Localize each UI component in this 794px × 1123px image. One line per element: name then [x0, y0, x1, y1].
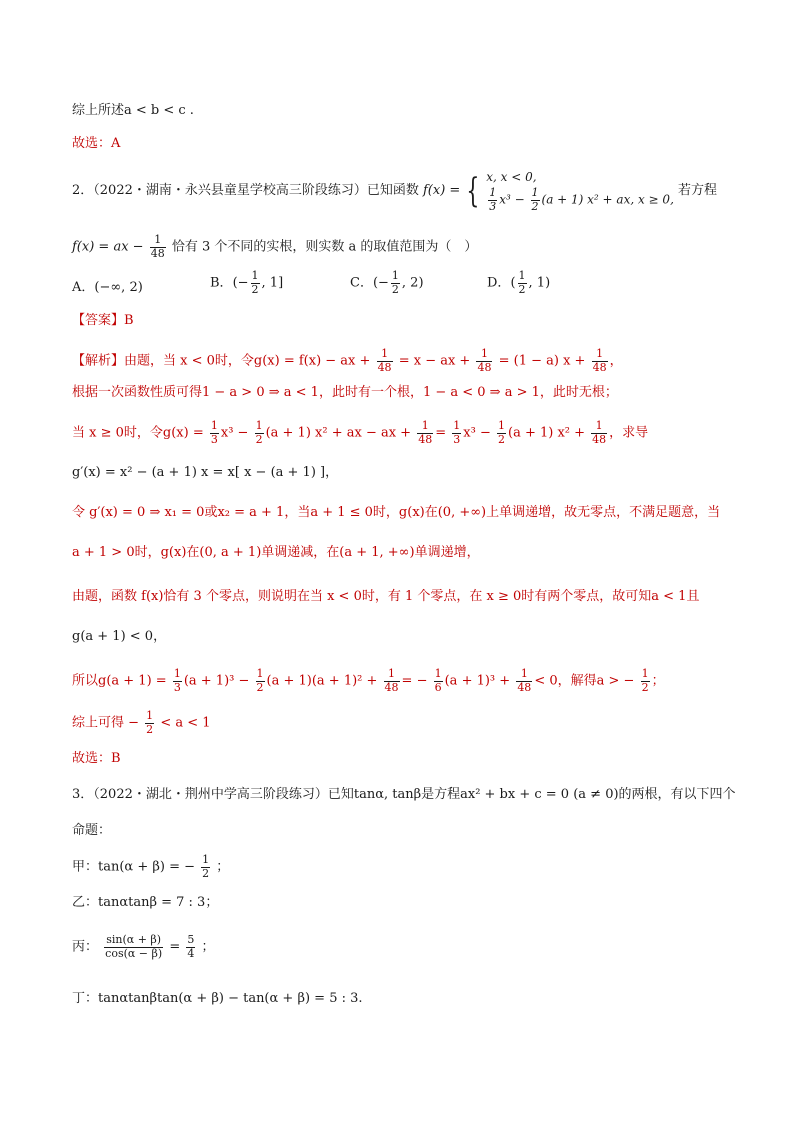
q2-stem-tail: 若方程	[678, 183, 718, 199]
choice-b[interactable]: B．(− $\frac{1}{2}$ , 1]	[210, 269, 284, 296]
q2-answer: 【答案】B	[72, 313, 134, 328]
q3-prop-yi: 乙：tanαtanβ = 7 : 3；	[72, 895, 219, 910]
analysis-line-1: 【解析】由题，当 x < 0时，令g(x) = f(x) − ax + $\frac{1}{48}$ = x − ax + $\frac{1}{48}$ = (1 − a) x + $\frac{1}{48}$ ，	[72, 347, 623, 374]
q3-stem-line1: 3．（2022・湖北・荆州中学高三阶段练习）已知tanα, tanβ是方程ax² + bx + c = 0 (a ≠ 0)的两根，有以下四个	[72, 787, 736, 802]
q2-final-answer: 故选：B	[72, 751, 121, 766]
analysis-line-3: 当 x ≥ 0时，令g(x) = $\frac{1}{3}$ x³ − $\frac{1}{2}$ (a + 1) x² + ax − ax + $\frac{1}{48}$ = $\frac{1}{3}$ x³ − $\frac{1}{2}$ (a + 1) x² + $\frac{1}{48}$ ，求导	[72, 419, 649, 446]
q2-stem-line1	[72, 168, 717, 213]
prev-answer: 故选：A	[72, 136, 121, 151]
prev-conclusion: 综上所述a < b < c .	[72, 103, 194, 118]
q2-func-label: f(x) =	[423, 183, 461, 199]
analysis-line-2: 根据一次函数性质可得1 − a > 0 ⇒ a < 1，此时有一个根，1 − a < 0 ⇒ a > 1，此时无根；	[72, 385, 618, 400]
choice-c[interactable]: C．(− $\frac{1}{2}$ , 2)	[350, 269, 424, 296]
piecewise-brace: {	[466, 170, 480, 211]
analysis-line-4: g′(x) = x² − (a + 1) x = x[ x − (a + 1) ]，	[72, 465, 339, 480]
q3-prop-ding: 丁：tanαtanβtan(α + β) − tan(α + β) = 5 : 3.	[72, 991, 363, 1006]
analysis-line-7: 由题，函数 f(x)恰有 3 个零点，则说明在当 x < 0时，有 1 个零点，在 x ≥ 0时有两个零点，故可知a < 1且	[72, 589, 700, 604]
piece-case-1: x, x < 0,	[486, 170, 537, 184]
q3-stem-line2: 命题：	[72, 823, 112, 838]
q3-prop-bing: 丙： $\frac{\sin(\alpha + \beta)}{\cos(\alpha - \beta)}$ = $\frac{5}{4}$ ；	[72, 933, 215, 960]
piecewise-cases	[486, 168, 674, 213]
analysis-line-8: g(a + 1) < 0，	[72, 629, 167, 644]
q3-prop-jia: 甲：tan(α + β) = − $\frac{1}{2}$ ；	[72, 853, 230, 880]
analysis-line-10: 综上可得 − $\frac{1}{2}$ < a < 1	[72, 709, 211, 736]
choice-d[interactable]: D．( $\frac{1}{2}$ , 1)	[487, 269, 551, 296]
analysis-line-5: 令 g′(x) = 0 ⇒ x₁ = 0或x₂ = a + 1，当a + 1 ≤ 0时，g(x)在(0, +∞)上单调递增，故无零点，不满足题意，当	[72, 505, 721, 520]
analysis-line-9: 所以g(a + 1) = $\frac{1}{3}$ (a + 1)³ − $\frac{1}{2}$ (a + 1)(a + 1)² + $\frac{1}{48}$ = − $\frac{1}{6}$ (a + 1)³ + $\frac{1}{48}$ < 0，解得a > − $\frac{1}{2}$ ；	[72, 667, 665, 694]
q2-source: 2．（2022・湖南・永兴县童星学校高三阶段练习）已知函数	[72, 183, 419, 199]
analysis-line-6: a + 1 > 0时，g(x)在(0, a + 1)单调递减，在(a + 1, +∞)单调递增，	[72, 545, 480, 560]
choice-a[interactable]: A．(−∞, 2)	[72, 280, 143, 295]
q2-stem-line2: f(x) = ax − $\frac{1}{48}$ 恰有 3 个不同的实根，则实数 a 的取值范围为（ ）	[72, 233, 478, 260]
piece-case-2: $\frac{1}{3}$ x³ − $\frac{1}{2}$ (a + 1) x² + ax, x ≥ 0,	[489, 186, 674, 213]
